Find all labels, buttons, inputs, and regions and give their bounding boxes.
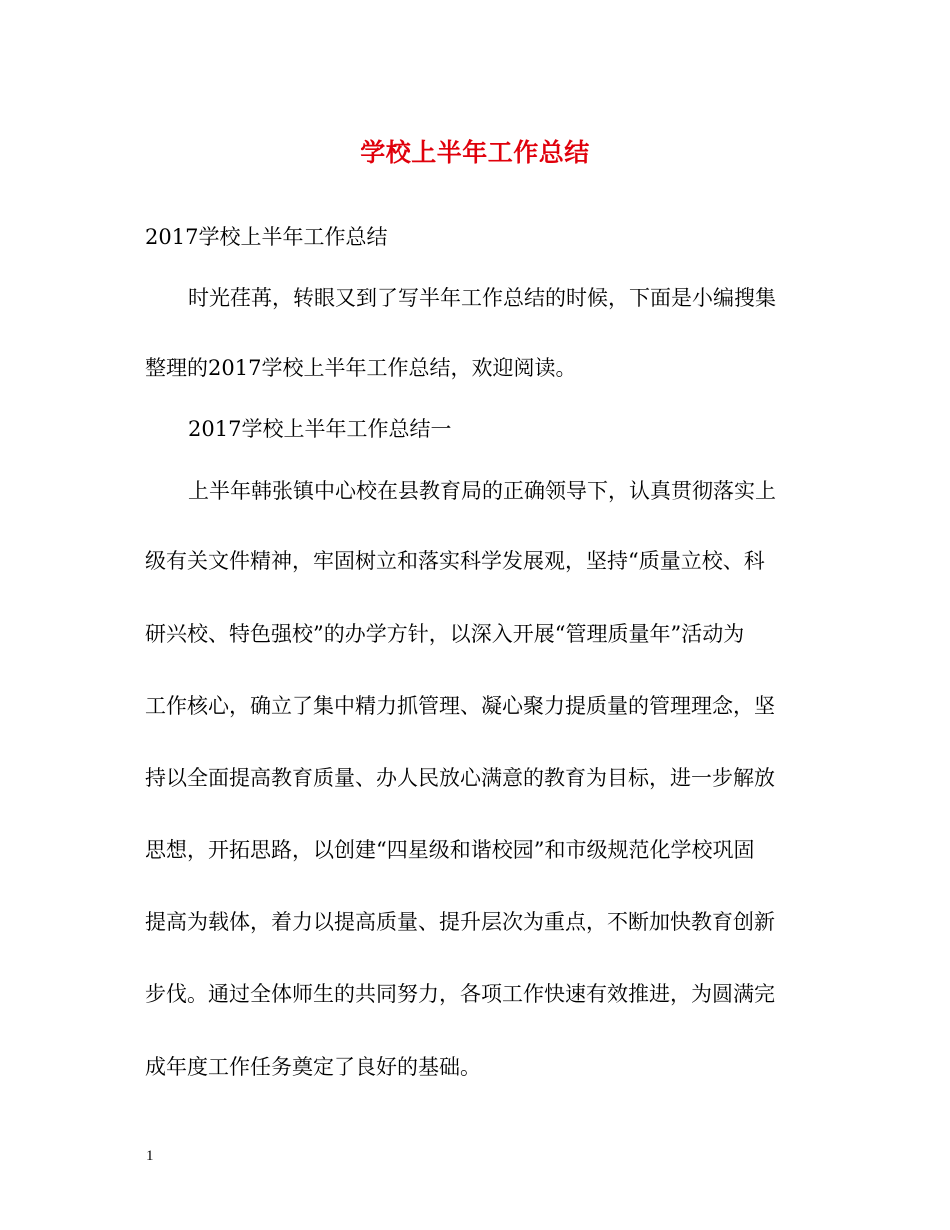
body-line-2: 级有关文件精神，牢固树立和落实科学发展观，坚持“质量立校、科 [145, 549, 765, 573]
page-number: 1 [146, 1148, 154, 1164]
document-title: 学校上半年工作总结 [360, 138, 590, 167]
body-line-9: 成年度工作任务奠定了良好的基础。 [145, 1055, 481, 1079]
body-line-1: 上半年韩张镇中心校在县教育局的正确领导下，认真贯彻落实上 [188, 479, 776, 503]
intro-line-2: 整理的2017学校上半年工作总结，欢迎阅读。 [145, 356, 577, 380]
body-line-3: 研兴校、特色强校”的办学方针，以深入开展“管理质量年”活动为 [145, 622, 745, 646]
body-line-8: 步伐。通过全体师生的共同努力，各项工作快速有效推进，为圆满完 [145, 982, 775, 1006]
document-subtitle: 2017学校上半年工作总结 [145, 225, 388, 249]
body-line-7: 提高为载体，着力以提高质量、提升层次为重点，不断加快教育创新 [145, 910, 775, 934]
body-line-4: 工作核心，确立了集中精力抓管理、凝心聚力提质量的管理理念，坚 [145, 694, 775, 718]
section-heading: 2017学校上半年工作总结一 [188, 417, 452, 441]
intro-line-1: 时光荏苒，转眼又到了写半年工作总结的时候，下面是小编搜集 [188, 286, 776, 310]
body-line-6: 思想，开拓思路，以创建“四星级和谐校园”和市级规范化学校巩固 [145, 838, 755, 862]
body-line-5: 持以全面提高教育质量、办人民放心满意的教育为目标，进一步解放 [145, 766, 775, 790]
